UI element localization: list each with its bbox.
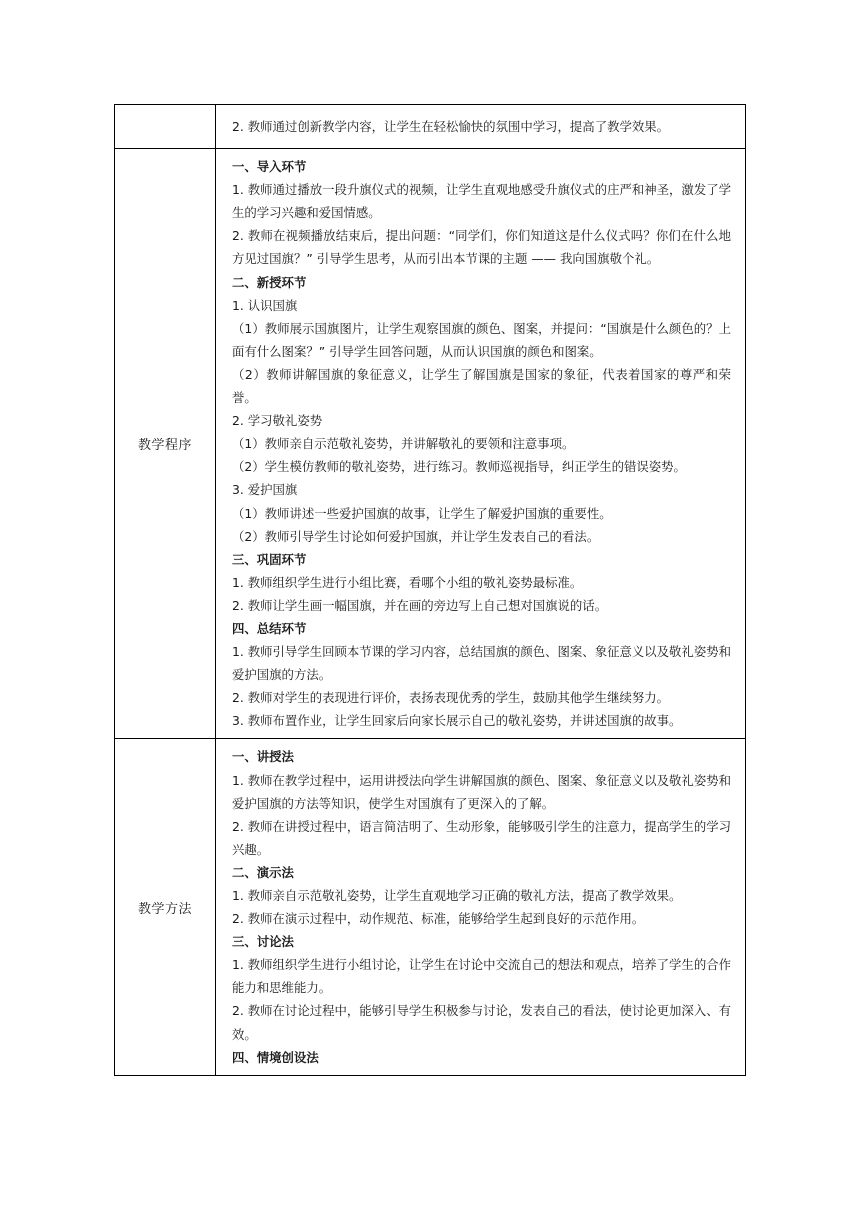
paragraph: 2. 教师通过创新教学内容，让学生在轻松愉快的氛围中学习，提高了教学效果。 xyxy=(232,119,670,134)
paragraph: （2）学生模仿教师的敬礼姿势，进行练习。教师巡视指导，纠正学生的错误姿势。 xyxy=(232,459,686,475)
section-heading: 一、导入环节 xyxy=(232,159,307,175)
paragraph: 1. 教师引导学生回顾本节课的学习内容，总结国旗的颜色、图案、象征意义以及敬礼姿势和爱护国旗的方法。 xyxy=(232,644,731,683)
lesson-plan-table-body xyxy=(115,105,746,1076)
paragraph: 3. 爱护国旗 xyxy=(232,482,298,498)
section-heading: 二、新授环节 xyxy=(232,274,307,290)
lesson-plan-table xyxy=(114,104,746,1076)
paragraph: （1）教师亲自示范敬礼姿势，并讲解敬礼的要领和注意事项。 xyxy=(232,436,575,452)
paragraph: 1. 教师通过播放一段升旗仪式的视频，让学生直观地感受升旗仪式的庄严和神圣，激发了学生的学习兴趣和爱国情感。 xyxy=(232,182,731,221)
paragraph: 3. 教师布置作业，让学生回家后向家长展示自己的敬礼姿势，并讲述国旗的故事。 xyxy=(232,713,682,729)
paragraph: 2. 教师在视频播放结束后，提出问题：“同学们，你们知道这是什么仪式吗？你们在什么地方见过国旗？” 引导学生思考，从而引出本节课的主题 —— 我向国旗敬个礼。 xyxy=(232,228,731,267)
section-heading: 三、讨论法 xyxy=(232,934,294,950)
paragraph: 2. 学习敬礼姿势 xyxy=(232,413,323,429)
section-heading: 四、总结环节 xyxy=(232,620,307,636)
paragraph: 1. 认识国旗 xyxy=(232,297,298,313)
paragraph: 2. 教师让学生画一幅国旗，并在画的旁边写上自己想对国旗说的话。 xyxy=(232,597,608,613)
section-heading: 二、演示法 xyxy=(232,864,294,880)
section-heading: 一、讲授法 xyxy=(232,749,294,765)
paragraph: 1. 教师亲自示范敬礼姿势，让学生直观地学习正确的敬礼方法，提高了教学效果。 xyxy=(232,888,682,903)
row-continued xyxy=(115,105,746,149)
row-label-cell xyxy=(115,105,216,149)
paragraph: 2. 教师在讲授过程中，语言简洁明了、生动形象，能够吸引学生的注意力，提高学生的学习兴趣。 xyxy=(232,818,731,857)
paragraph: （1）教师展示国旗图片，让学生观察国旗的颜色、图案，并提问：“国旗是什么颜色的？上面有什么图案？” 引导学生回答问题，从而认识国旗的颜色和图案。 xyxy=(232,320,731,359)
paragraph: （1）教师讲述一些爱护国旗的故事，让学生了解爱护国旗的重要性。 xyxy=(232,505,612,521)
paragraph: 1. 教师在教学过程中，运用讲授法向学生讲解国旗的颜色、图案、象征意义以及敬礼姿势和爱护国旗的方法等知识，使学生对国旗有了更深入的了解。 xyxy=(232,772,731,811)
section-heading: 三、巩固环节 xyxy=(232,551,307,567)
paragraph: 2. 教师在讨论过程中，能够引导学生积极参与讨论，发表自己的看法，使讨论更加深入、有效。 xyxy=(232,1003,731,1042)
paragraph: 2. 教师对学生的表现进行评价，表扬表现优秀的学生，鼓励其他学生继续努力。 xyxy=(232,690,670,706)
row-content-cell xyxy=(216,105,746,149)
row-label: 教学方法 xyxy=(137,901,192,917)
row-label-cell xyxy=(115,739,216,1075)
row-content-cell xyxy=(216,739,746,1075)
paragraph: （2）教师引导学生讨论如何爱护国旗，并让学生发表自己的看法。 xyxy=(232,528,600,544)
paragraph: 1. 教师组织学生进行小组比赛，看哪个小组的敬礼姿势最标准。 xyxy=(232,574,583,590)
paragraph: 1. 教师组织学生进行小组讨论，让学生在讨论中交流自己的想法和观点，培养了学生的合作能力和思维能力。 xyxy=(232,957,731,996)
row-label-cell xyxy=(115,149,216,739)
row-content-cell xyxy=(216,149,746,739)
paragraph: （2）教师讲解国旗的象征意义，让学生了解国旗是国家的象征，代表着国家的尊严和荣誉。 xyxy=(232,366,731,406)
row-teaching-methods xyxy=(115,739,746,1075)
paragraph: 2. 教师在演示过程中，动作规范、标准，能够给学生起到良好的示范作用。 xyxy=(232,911,645,927)
section-heading: 四、情境创设法 xyxy=(232,1049,319,1065)
row-label: 教学程序 xyxy=(137,438,192,454)
row-teaching-procedure xyxy=(115,149,746,739)
